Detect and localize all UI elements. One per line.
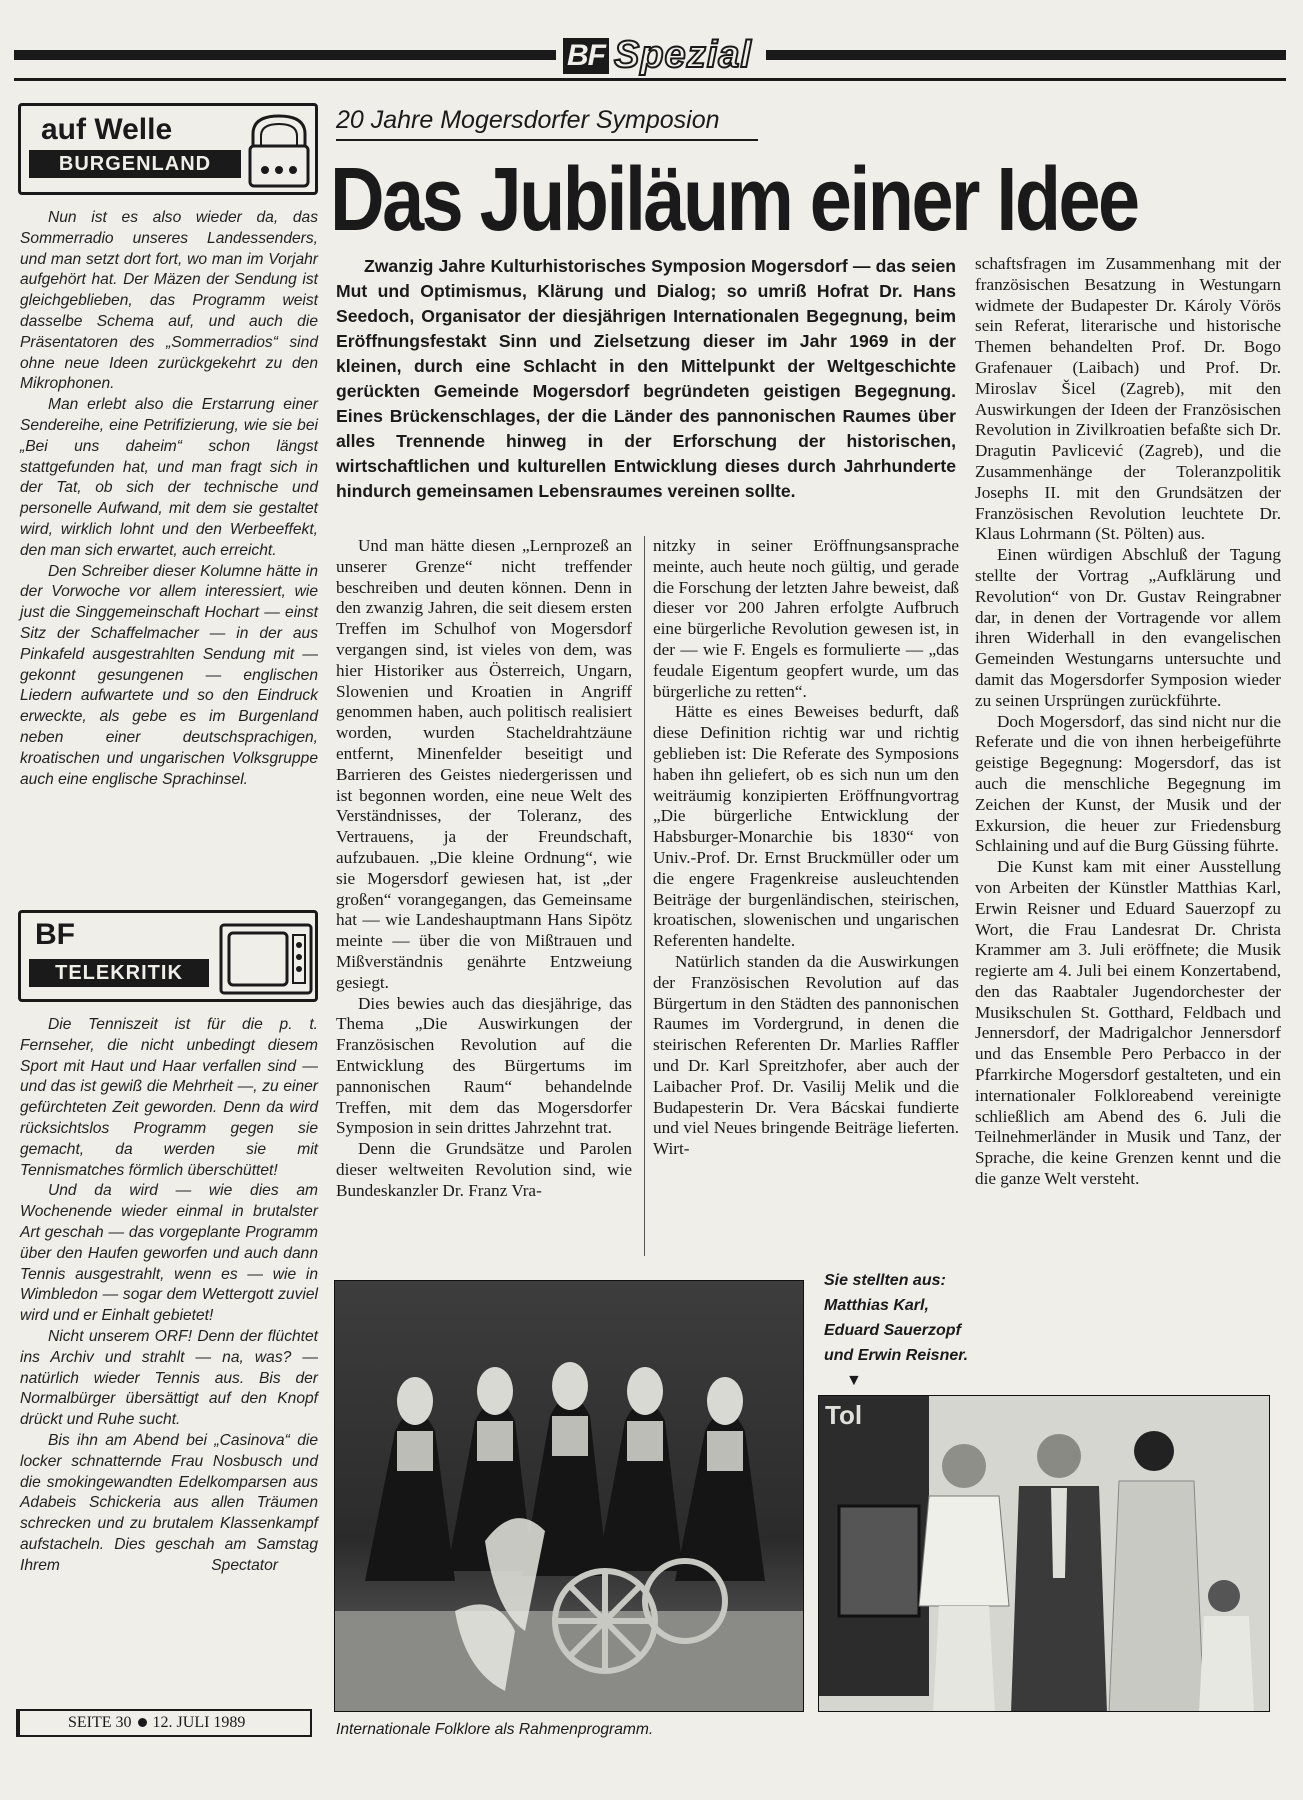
body-paragraph: Denn die Grundsätze und Parolen dieser weltweiten Revolution sind, wie Bundeskanzler Dr. Franz Vra- [336, 1139, 632, 1200]
header-section-title: Spezial [614, 34, 752, 76]
body-paragraph: schaftsfragen im Zusammenhang mit der französischen Besatzung in Westungarn widmete der Budapester Dr. Károly Vörös sein Referat, literarische und historische Themen behandelten Prof. Dr. Bogo Grafenauer (Laibach) und Prof. Dr. Miroslav Šicel (Zagreb), mit den Auswirkungen der Ideen der Französischen Revolution in Zivilkroatien befaßte sich Dr. Dragutin Pavlicević (Zagreb), und die Zusammenhänge der Toleranzpolitik Josephs II. mit den Grundsätzen der Französischen Revolution leuchtete Dr. Klaus Lohrmann (St. Pölten) aus. [975, 254, 1281, 544]
header-rule-left [14, 50, 556, 60]
separator-dot [138, 1718, 147, 1727]
caption-arrow-icon: ▼ [846, 1372, 862, 1389]
header-rule-right [766, 50, 1286, 60]
tv-column-text [20, 1015, 318, 1576]
page-number: SEITE 30 [68, 1714, 132, 1731]
tv-paragraph: Die Tenniszeit ist für die p. t. Fernseher, die nicht unbedingt diesem Sport mit Haut und Haar verfallen sind — und das ist gewiß die Mehrheit —, zu einer gefürchteten Zeit geworden. Denn da wird rücksichtslos Programm gegen sie gemacht, da werden sie mit Tennismatches förmlich überschüttet! [20, 1016, 318, 1179]
body-paragraph: Einen würdigen Abschluß der Tagung stellte der Vortrag „Aufklärung und Revolution“ von Dr. Gustav Reingrabner dar, in denen der Vortragende vor allem ihren Widerhall in den evangelischen Gemeinden Westungarns untersuchte und damit das Mogersdorfer Symposion wieder zu seinen Ursprüngen zurückführte. [975, 545, 1281, 710]
kicker-underline [336, 139, 758, 141]
article-lead: Zwanzig Jahre Kulturhistorisches Symposion Mogersdorf — das seien Mut und Optimismus, Klärung und Dialog; so umriß Hofrat Dr. Hans Seedoch, Organisator der diesjährigen Internationalen Begegnung, beim Eröffnungsfestakt Sinn und Zielsetzung dieser im Jahr 1969 in der kleinen, durch eine Schlacht in den Mittelpunkt der Weltgeschichte gerückten Gemeinde Mogersdorf begründeten geistigen Begegnung. Eines Brückenschlages, der die Länder des pannonischen Raumes über alles Trennende hinweg in der Erforschung der historischen, wirtschaftlichen und kulturellen Entwicklung dieses durch Jahrhunderte hindurch gemeinsamen Lebensraumes vereinen sollte. [336, 256, 956, 501]
exhibition-caption [824, 1268, 974, 1393]
tv-signature: Spectator [211, 1556, 278, 1574]
radio-column-band: BURGENLAND [29, 150, 241, 178]
folklore-photo-image [335, 1281, 804, 1712]
body-paragraph: Die Kunst kam mit einer Ausstellung von Arbeiten der Künstler Matthias Karl, Erwin Reisner und Eduard Sauerzopf zu Wort, die Frau Landesrat Dr. Christa Krammer am 3. Juli eröffnete; die Musik regierte am 4. Juli bei einem Konzertabend, den das Raabtaler Jugendorchester der Musikschulen St. Gotthard, Feldbach und Jennersdorf, der Madrigalchor Jennersdorf und das Ensemble Pero Perbacco in der Pfarrkirche Mogersdorf gestalteten, und ein internationaler Folkloreabend vereinigte schließlich am Abend des 6. Juli die Teilnehmerländer in Musik und Tanz, der Sprache, die keine Grenzen kennt und die die ganze Welt versteht. [975, 857, 1281, 1189]
tv-icon [219, 923, 313, 995]
folklore-caption: Internationale Folklore als Rahmenprogramm. [336, 1721, 654, 1738]
radio-column-header [18, 103, 318, 195]
exhibition-caption-text: Sie stellten aus: Matthias Karl, Eduard Sauerzopf und Erwin Reisner. [824, 1272, 969, 1364]
article-column-3 [975, 254, 1281, 1190]
radio-column-title: auf Welle [41, 113, 173, 146]
header-brand-box: BF [563, 38, 609, 74]
radio-paragraph: Den Schreiber dieser Kolumne hätte in der Vorwoche vor allem interessiert, wie just die Singgemeinschaft Hochart — einst Sitz der Schaffelmacher — in der aus Pinkafeld ausgestrahlten Sendung mit — gekonnt gesungenen — englischen Liedern aufwartete und so den Eindruck erweckte, als gebe es im Burgenland neben einer deutschsprachigen, kroatischen und ungarischen Volksgruppe auch eine englische Sprachinsel. [20, 562, 318, 788]
page-footer [16, 1709, 312, 1737]
tv-paragraph: Nicht unserem ORF! Denn der flüchtet ins Archiv und strahlt — na, was? — natürlich wieder Tennis aus. Bis der Normalbürger übersättigt auf den Knopf drückt und Ruhe sucht. [20, 1327, 318, 1429]
artists-photo [818, 1395, 1270, 1712]
tv-column-header [18, 910, 318, 1002]
tv-paragraph: Und da wird — wie dies am Wochenende wieder einmal in brutalster Art geschah — das vorgeplante Programm über den Haufen geworfen und auch dann Tennis ausgestrahlt, wenn es — wie in Wimbledon — sogar dem Wettergott zuviel wird und er Einhalt gebietet! [20, 1182, 318, 1325]
body-paragraph: Dies bewies auch das diesjährige, das Thema „Die Auswirkungen der Französischen Revolution auf die Entwicklung des Bürgertums im pannonischen Raum“ behandelnde Treffen, mit dem das Mogersdorfer Symposion in sein drittes Jahrzehnt trat. [336, 993, 632, 1138]
header-rule-under [14, 78, 1286, 81]
folklore-photo [334, 1280, 804, 1712]
column-divider [644, 536, 645, 1256]
tv-column-title: BF [35, 918, 75, 951]
artists-photo-image [819, 1396, 1270, 1712]
issue-date: 12. JULI 1989 [152, 1714, 246, 1731]
radio-column-text [20, 208, 318, 790]
radio-paragraph: Man erlebt also die Erstarrung einer Sendereihe, eine Petrifizierung, wie sie bei „Bei uns daheim“ schon längst stattgefunden hat, und man fragt sich in der Tat, ob sich der technische und personelle Aufwand, mit dem sie gestaltet wird, wirklich lohnt und den Werbeeffekt, den man sich erwartet, auch erreicht. [20, 396, 318, 559]
tv-column-band: TELEKRITIK [29, 959, 209, 987]
article-headline: Das Jubiläum einer Idee [330, 150, 1138, 250]
radio-icon [247, 112, 311, 190]
radio-paragraph: Nun ist es also wieder da, das Sommerradio unseres Landessenders, und man setzt dort fort, wo man im Vorjahr aufgehört hat. Der Mäzen der Sendung ist gleichgeblieben, das Programm weist dasselbe Schema auf, und auch die Präsentatoren des „Sommerradios“ sind ohne neue Ideen zurückgekehrt zu den Mikrophonen. [20, 209, 318, 393]
tv-paragraph: Bis ihn am Abend bei „Casinova“ die locker schnatternde Frau Nosbusch und die smokingewandten Edelkomparsen aus Adabeis Schickeria aus allen Träumen schrecken und zu brutalem Klassenkampf aufstacheln. Dies geschah am Samstag Ihrem [20, 1431, 318, 1574]
article-kicker: 20 Jahre Mogersdorfer Symposion [336, 106, 720, 134]
body-paragraph: Und man hätte diesen „Lernprozeß an unserer Grenze“ nicht treffender beschreiben und deuten können. Denn in den zwanzig Jahren, die seit diesem ersten Treffen im Schulhof von Mogersdorf vergangen sind, ist vieles von dem, was hier Historiker aus Österreich, Ungarn, Slowenien und Kroatien in Angriff genommen haben, auch politisch realisiert worden, wurden Stacheldrahtzäune entfernt, Minenfelder beseitigt und Barrieren des Geistes niedergerissen und ist begonnen worden, eine neue Welt des Verständnisses, der Toleranz, des Vertrauens, ja der Freundschaft, aufzubauen. „Die kleine Ordnung“, wie sie Mogersdorf gewiesen hat, ist „der großen“ vorangegangen, das Gemeinsame hat — wie Landeshauptmann Hans Sipötz meinte — über die von Mißtrauen und Mißverständnis genährte Entzweiung gesiegt. [336, 536, 632, 992]
article-column-1 [336, 536, 632, 1202]
article-column-2 [653, 536, 959, 1160]
svg-text:Tol: Tol [825, 1400, 863, 1430]
body-paragraph: Doch Mogersdorf, das sind nicht nur die Referate und die von ihnen herbeigeführte geistige Begegnung: Mogersdorf, das ist auch die menschliche Begegnung im Zeichen der Kunst, der Musik und der Exkursion, die heuer zur Friedensburg Schlaining und auf die Burg Güssing führte. [975, 711, 1281, 856]
body-paragraph: Hätte es eines Beweises bedurft, daß diese Definition richtig war und richtig geblieben ist: Die Referate des Symposions haben ihn geliefert, ob es sich nun um den weiträumig konzipierten Eröffnungvortrag „Die bürgerliche Entwicklung der Habsburger-Monarchie bis 1830“ von Univ.-Prof. Dr. Ernst Bruckmüller oder um die engere Fragenkreise ausleuchtenden Beiträge der burgenländischen, steirischen, kroatischen, slowenischen und ungarischen Referenten handelte. [653, 702, 959, 951]
body-paragraph: Natürlich standen da die Auswirkungen der Französischen Revolution auf das Bürgertum in den Städten des pannonischen Raumes im Vordergrund, in denen die steirischen Referenten Dr. Marlies Raffler und Dr. Karl Spreitzhofer, aber auch der Laibacher Prof. Dr. Vasilij Melik und die Budapesterin Dr. Vera Bácskai fundierte und viel Neues bringende Beiträge lieferten. Wirt- [653, 951, 959, 1159]
body-paragraph: nitzky in seiner Eröffnungsansprache meinte, auch heute noch gültig, und gerade die Forschung der letzten Jahre beweist, daß dieser vor 200 Jahren erfolgte Aufbruch eine bürgerliche Revolution gewesen ist, in der — wie F. Engels es formulierte — „das feudale Eigentum geopfert wurde, um das bürgerliche zu retten“. [653, 536, 959, 701]
